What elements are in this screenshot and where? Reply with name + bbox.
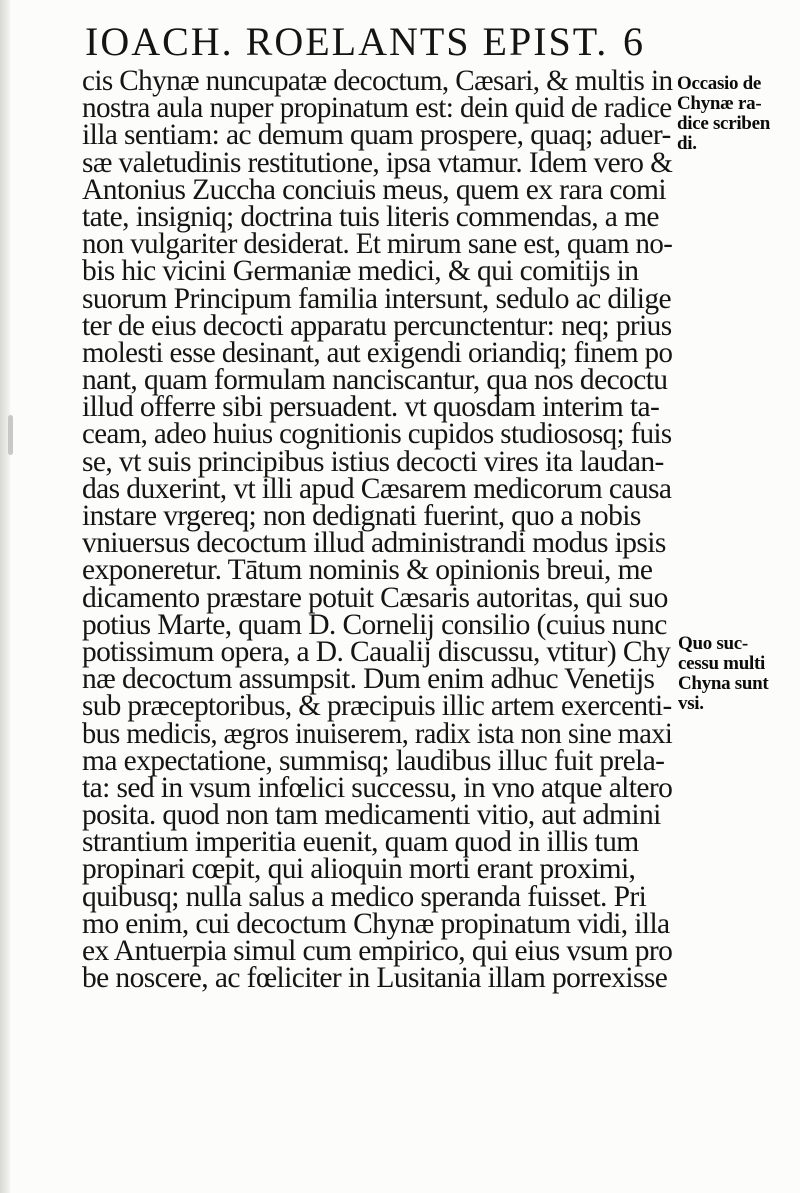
body-line: suorum Principum familia intersunt, sedulo ac dilige [82, 282, 672, 315]
body-line: mo enim, cui decoctum Chynæ propinatum vidi, illa [82, 907, 670, 940]
body-line: ter de eius decocti apparatu percunctentur: neq; prius [82, 309, 672, 342]
ink-smudge [8, 415, 13, 455]
marginal-note-line: Chynæ ra- [677, 93, 762, 114]
body-line: instare vrgereq; non dedignati fuerint, quo a nobis [82, 500, 641, 532]
body-line: potius Marte, quam D. Cornelij consilio (cuius nunc [82, 608, 667, 641]
marginal-note-line: Occasio de [677, 73, 762, 94]
body-line: dicamento præstare potuit Cæsaris autoritas, qui suo [82, 581, 668, 614]
body-line: quibusq; nulla salus a medico speranda fuisset. Pri [82, 880, 647, 913]
body-line: illa sentiam: ac demum quam prospere, quaq; aduer- [82, 119, 671, 152]
marginal-note-line: Chyna sunt [678, 673, 769, 694]
body-line: cis Chynæ nuncupatæ decoctum, Cæsari, & multis in [82, 65, 673, 97]
body-line: exponeretur. Tātum nominis & opinionis breui, me [82, 554, 653, 587]
body-line: molesti esse desinant, aut exigendi oriandiq; finem po [82, 336, 673, 369]
body-line: bus medicis, ægros inuiserem, radix ista non sine maxi [82, 717, 673, 750]
body-line: sæ valetudinis restitutione, ipsa vtamur. Idem vero & [82, 146, 673, 179]
body-line: illud offerre sibi persuadent. vt quosdam interim ta- [82, 391, 660, 424]
running-head [85, 18, 645, 68]
running-head-title: IOACH. ROELANTS EPIST. [85, 19, 609, 64]
marginal-note-quo-successu [678, 634, 796, 714]
body-line: das duxerint, vt illi apud Cæsarem medicorum causa [82, 472, 672, 505]
body-line: se, vt suis principibus istius decocti vires ita laudan- [82, 445, 664, 478]
body-line: be noscere, ac fœliciter in Lusitania illam porrexisse [82, 962, 668, 995]
marginal-note-line: cessu multi [678, 653, 765, 674]
body-text [82, 65, 673, 995]
marginal-note-occasio [677, 74, 795, 154]
body-line: strantium imperitia euenit, quam quod in illis tum [82, 826, 639, 859]
body-line: næ decoctum assumpsit. Dum enim adhuc Venetijs [82, 663, 655, 696]
marginal-note-line: dice scriben [677, 113, 770, 134]
body-line: vniuersus decoctum illud administrandi modus ipsis [82, 527, 666, 560]
body-line: posita. quod non tam medicamenti vitio, aut admini [82, 799, 661, 832]
body-line: ta: sed in vsum infœlici successu, in vno atque altero [82, 771, 673, 804]
marginal-note-line: vsi. [678, 693, 704, 714]
body-line: potissimum opera, a D. Caualij discussu, vtitur) Chy [82, 635, 671, 668]
page-gutter-shadow [0, 0, 10, 1193]
body-line: Antonius Zuccha conciuis meus, quem ex rara comi [82, 173, 666, 206]
body-line: ma expectatione, summisq; laudibus illuc fuit prela- [82, 744, 665, 777]
body-line: bis hic vicini Germaniæ medici, & qui comitijs in [82, 255, 639, 288]
body-line: propinari cœpit, qui alioquin morti erant proximi, [82, 853, 636, 886]
marginal-note-line: Quo suc- [678, 633, 748, 654]
body-line: non vulgariter desiderat. Et mirum sane est, quam no- [82, 228, 673, 261]
body-line: sub præceptoribus, & præcipuis illic artem exercenti- [82, 690, 672, 723]
body-line: nostra aula nuper propinatum est: dein quid de radice [82, 92, 672, 125]
body-line: ex Antuerpia simul cum empirico, qui eius vsum pro [82, 935, 673, 967]
body-line: ceam, adeo huius cognitionis cupidos studiososq; fuis [82, 418, 672, 451]
body-line: tate, insigniq; doctrina tuis literis commendas, a me [82, 200, 659, 233]
body-line: nant, quam formulam nanciscantur, qua nos decoctu [82, 364, 668, 397]
marginal-note-line: di. [677, 133, 697, 154]
folio-number: 6 [623, 19, 645, 64]
